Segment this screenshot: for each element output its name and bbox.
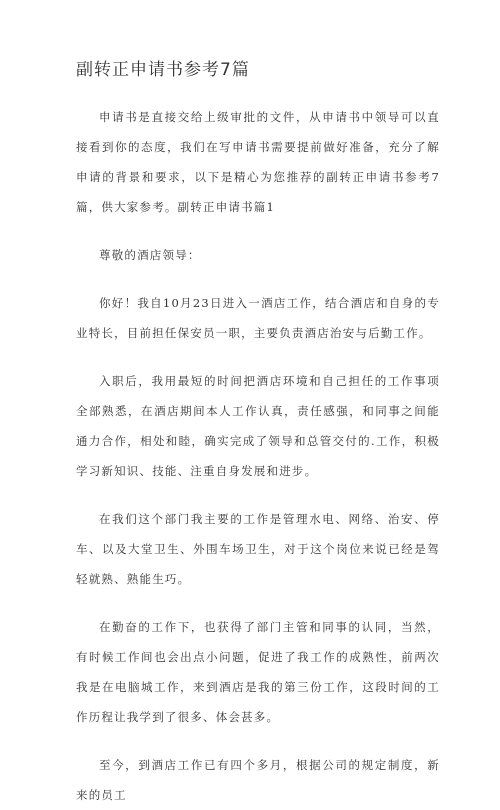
body-paragraph-5: 至今，到酒店工作已有四个多月，根据公司的规定制度，新来的员工 [76,758,440,802]
body-paragraph-2: 入职后，我用最短的时间把酒店环境和自己担任的工作事项全部熟悉，在酒店期间本人工作认真，责任感强，和同事之间能通力合作，相处和睦，确实完成了领导和总管交付的.工作，积极学习新知识、技能、注重自身发展和进步。 [76,374,440,478]
body-paragraph-3: 在我们这个部门我主要的工作是管理水电、网络、治安、停车、以及大堂卫生、外围车场卫生，对于这个岗位来说已经是驾轻就熟、熟能生巧。 [76,512,440,586]
document-title: 副转正申请书参考7篇 [76,60,250,80]
intro-paragraph: 申请书是直接交给上级审批的文件，从申请书中领导可以直接看到你的态度，我们在写申请书需要提前做好准备，充分了解申请的背景和要求，以下是精心为您推荐的副转正申请书参考7篇，供大家参考。副转正申请书篇1 [76,110,440,214]
salutation: 尊敬的酒店领导： [99,248,201,262]
body-paragraph-1: 你好！我自10月23日进入一酒店工作，结合酒店和自身的专业特长，目前担任保安员一职，主要负责酒店治安与后勤工作。 [76,296,440,340]
body-paragraph-4: 在勤奋的工作下，也获得了部门主管和同事的认同，当然，有时候工作间也会出点小问题，促进了我工作的成熟性，前两次我是在电脑城工作，来到酒店是我的第三份工作，这段时间的工作历程让我学到了很多、体会甚多。 [76,620,440,724]
